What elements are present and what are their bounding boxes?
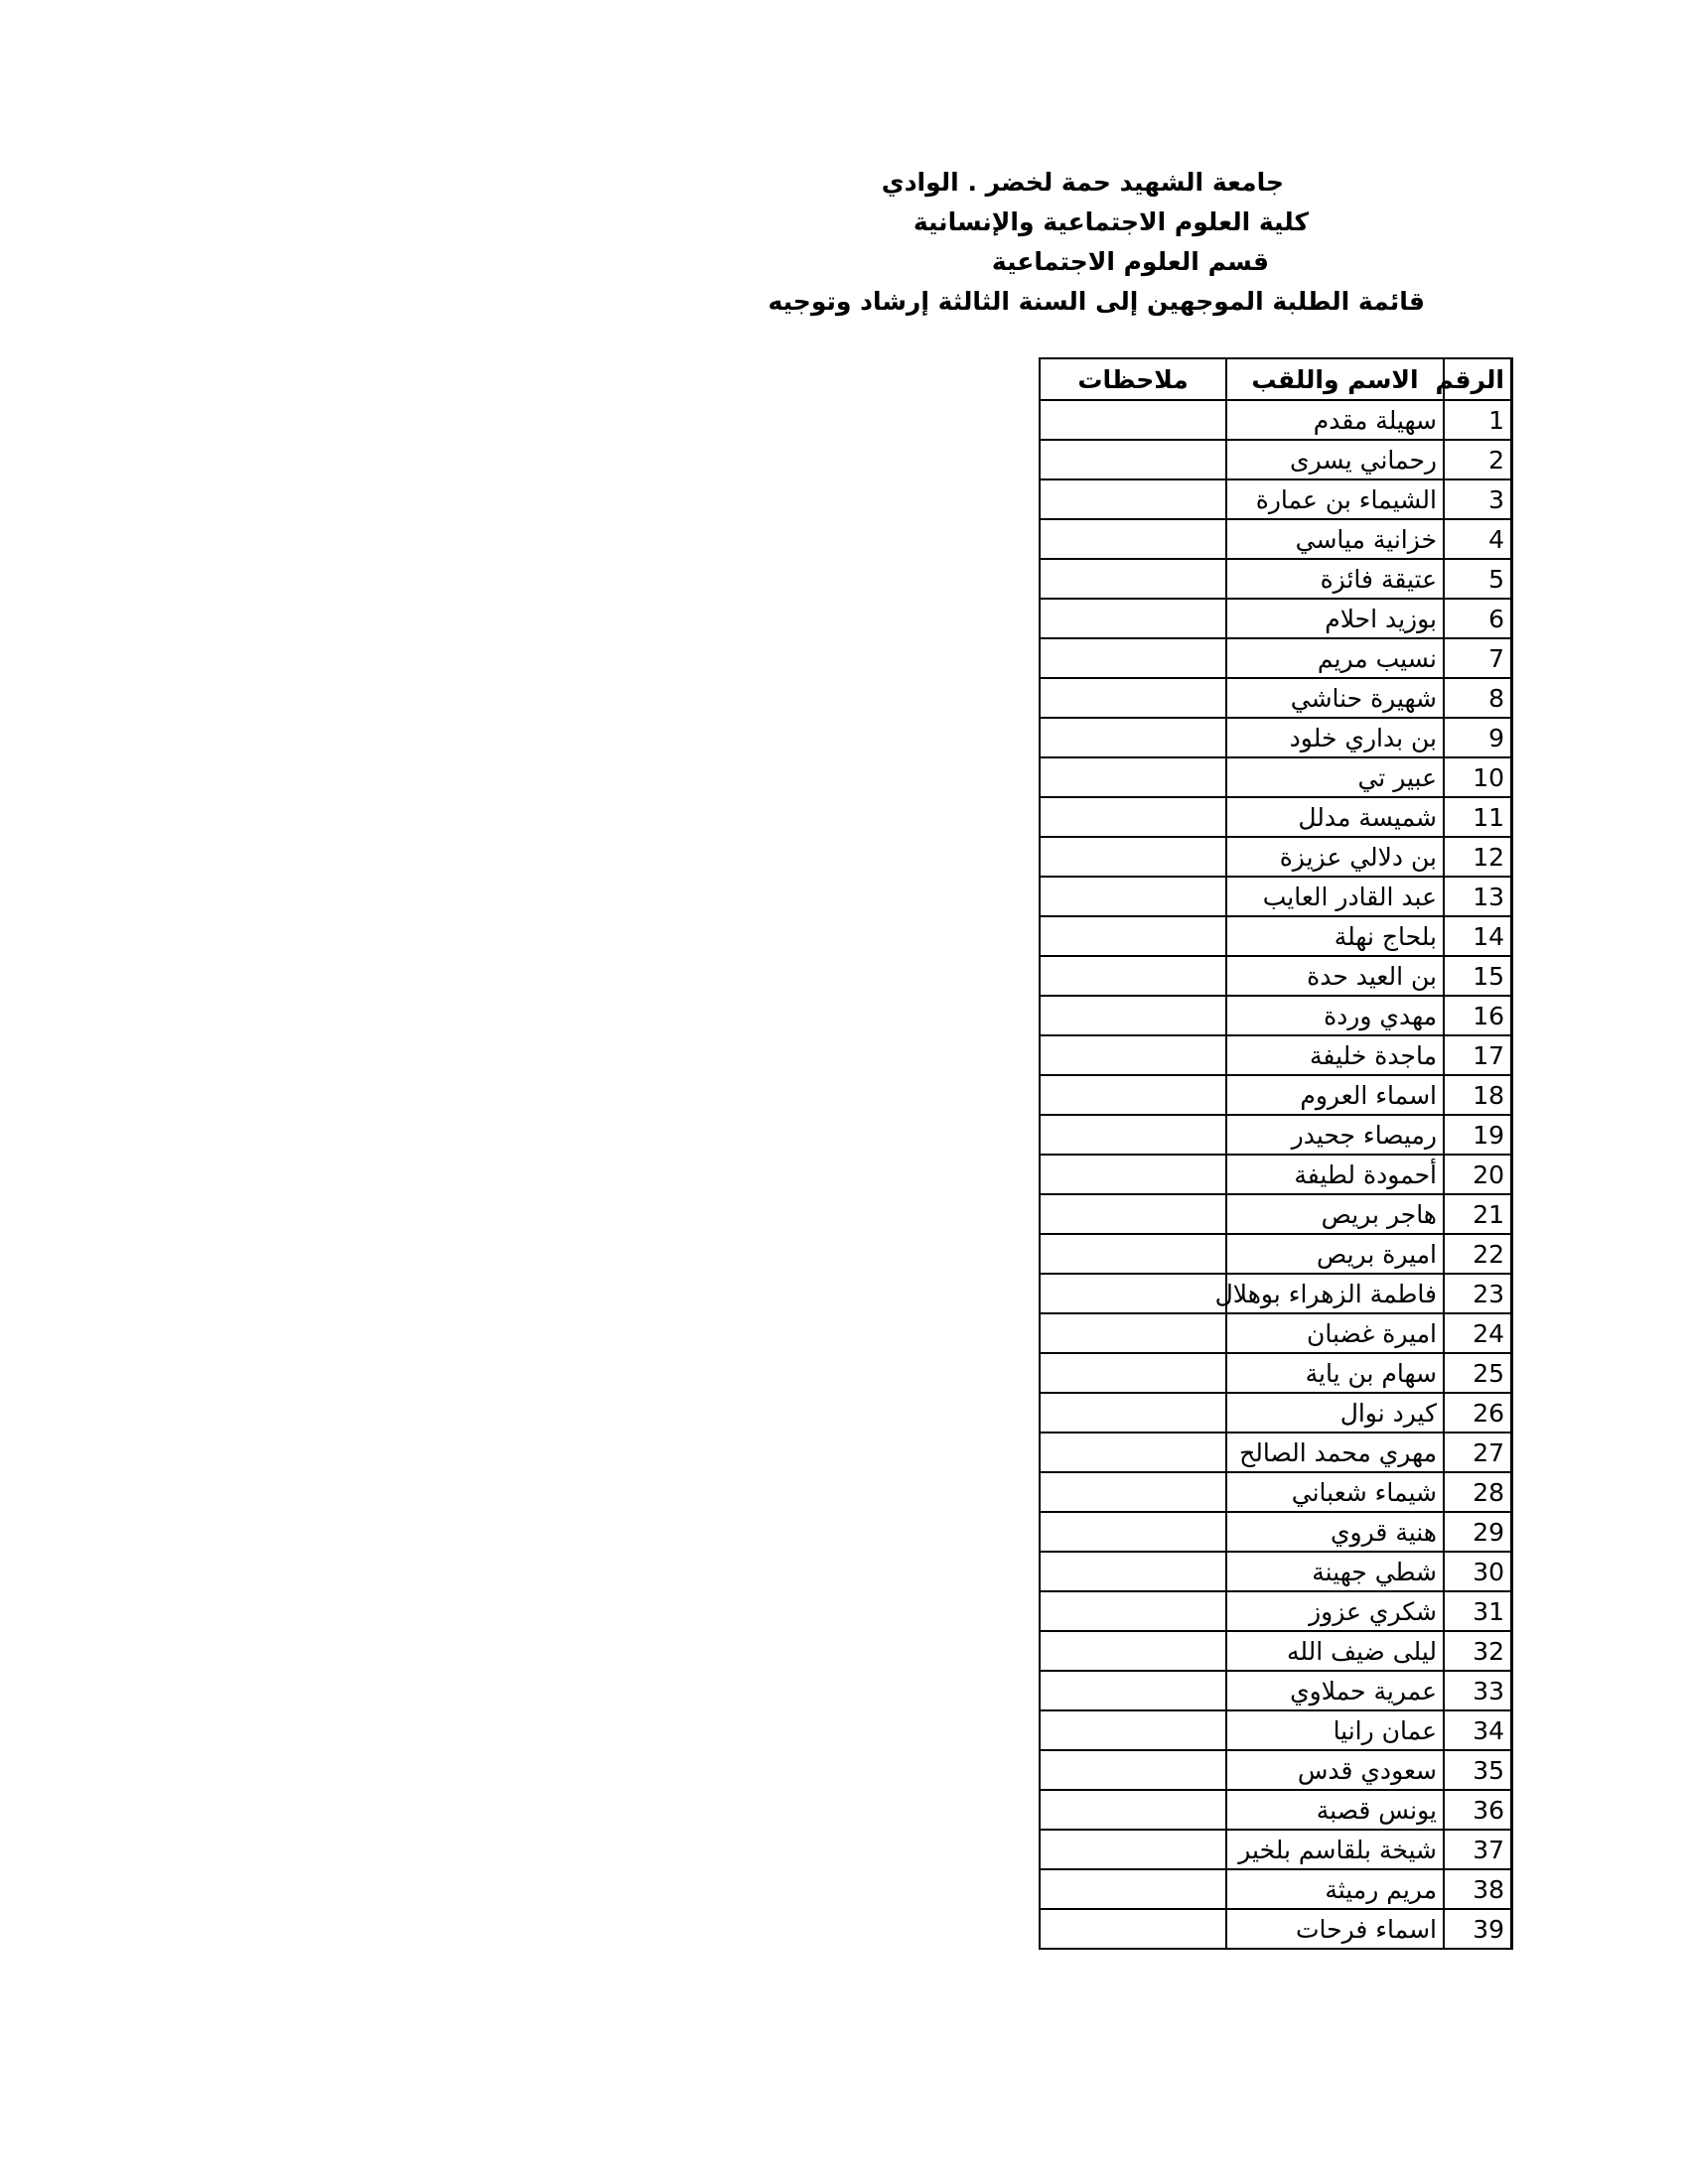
department-name: قسم العلوم الاجتماعية (991, 247, 1269, 276)
table-row (1040, 1552, 1511, 1591)
student-number: 21 (1444, 1194, 1511, 1234)
student-name: خزانية مياسي (1226, 519, 1444, 559)
student-notes (1040, 559, 1226, 599)
student-number: 6 (1444, 599, 1511, 638)
student-notes (1040, 1115, 1226, 1155)
student-name: شطي جهينة (1226, 1552, 1444, 1591)
student-notes (1040, 1155, 1226, 1194)
student-number: 32 (1444, 1631, 1511, 1671)
student-notes (1040, 1035, 1226, 1075)
student-notes (1040, 837, 1226, 877)
table-row (1040, 1472, 1511, 1512)
table-row (1040, 1393, 1511, 1433)
student-notes (1040, 1234, 1226, 1274)
students-table (1039, 357, 1512, 1950)
student-number: 1 (1444, 400, 1511, 440)
student-name: اسماء العروم (1226, 1075, 1444, 1115)
student-notes (1040, 1552, 1226, 1591)
student-name: رميصاء جحيدر (1226, 1115, 1444, 1155)
table-row (1040, 1194, 1511, 1234)
student-number: 37 (1444, 1830, 1511, 1869)
student-notes (1040, 797, 1226, 837)
student-name: كيرد نوال (1226, 1393, 1444, 1433)
table-row (1040, 519, 1511, 559)
student-notes (1040, 1075, 1226, 1115)
student-notes (1040, 400, 1226, 440)
table-row (1040, 1631, 1511, 1671)
student-notes (1040, 718, 1226, 757)
student-notes (1040, 1671, 1226, 1710)
student-number: 15 (1444, 956, 1511, 996)
student-number: 33 (1444, 1671, 1511, 1710)
student-notes (1040, 638, 1226, 678)
student-number: 19 (1444, 1115, 1511, 1155)
student-name: هنية قروي (1226, 1512, 1444, 1552)
student-name: عبد القادر العايب (1226, 877, 1444, 916)
student-notes (1040, 519, 1226, 559)
student-notes (1040, 1790, 1226, 1830)
student-name: فاطمة الزهراء بوهلال (1226, 1274, 1444, 1313)
student-name: بن العيد حدة (1226, 956, 1444, 996)
student-notes (1040, 599, 1226, 638)
list-title: قائمة الطلبة الموجهين إلى السنة الثالثة إرشاد وتوجيه (768, 287, 1425, 316)
student-name: عمرية حملاوي (1226, 1671, 1444, 1710)
student-notes (1040, 1194, 1226, 1234)
table-row (1040, 1671, 1511, 1710)
student-notes (1040, 1869, 1226, 1909)
student-number: 18 (1444, 1075, 1511, 1115)
student-notes (1040, 1274, 1226, 1313)
column-header-number: الرقم (1444, 358, 1511, 400)
student-number: 10 (1444, 757, 1511, 797)
student-number: 2 (1444, 440, 1511, 479)
table-row (1040, 559, 1511, 599)
student-number: 28 (1444, 1472, 1511, 1512)
table-row (1040, 1750, 1511, 1790)
table-row (1040, 1869, 1511, 1909)
student-name: اميرة غضبان (1226, 1313, 1444, 1353)
student-notes (1040, 1591, 1226, 1631)
table-body (1040, 400, 1511, 1949)
student-name: مريم رميثة (1226, 1869, 1444, 1909)
student-name: اميرة بريص (1226, 1234, 1444, 1274)
student-notes (1040, 1750, 1226, 1790)
student-name: بوزيد احلام (1226, 599, 1444, 638)
student-name: سعودي قدس (1226, 1750, 1444, 1790)
student-notes (1040, 757, 1226, 797)
table-row (1040, 837, 1511, 877)
student-number: 25 (1444, 1353, 1511, 1393)
table-row (1040, 1710, 1511, 1750)
student-number: 29 (1444, 1512, 1511, 1552)
table-row (1040, 1115, 1511, 1155)
student-name: بن بداري خلود (1226, 718, 1444, 757)
student-name: عمان رانيا (1226, 1710, 1444, 1750)
student-name: ليلى ضيف الله (1226, 1631, 1444, 1671)
student-number: 27 (1444, 1433, 1511, 1472)
column-header-notes: ملاحظات (1040, 358, 1226, 400)
student-number: 30 (1444, 1552, 1511, 1591)
student-number: 34 (1444, 1710, 1511, 1750)
table-row (1040, 1790, 1511, 1830)
student-name: عبير تي (1226, 757, 1444, 797)
student-name: نسيب مريم (1226, 638, 1444, 678)
table-row (1040, 1234, 1511, 1274)
student-notes (1040, 1710, 1226, 1750)
student-name: رحماني يسرى (1226, 440, 1444, 479)
table-row (1040, 996, 1511, 1035)
student-name: شكري عزوز (1226, 1591, 1444, 1631)
student-number: 24 (1444, 1313, 1511, 1353)
table-edge-shadow (1510, 357, 1513, 1950)
table-row (1040, 718, 1511, 757)
student-name: هاجر بريص (1226, 1194, 1444, 1234)
student-number: 38 (1444, 1869, 1511, 1909)
table-row (1040, 1075, 1511, 1115)
student-notes (1040, 1830, 1226, 1869)
student-notes (1040, 479, 1226, 519)
student-number: 9 (1444, 718, 1511, 757)
student-notes (1040, 1631, 1226, 1671)
student-number: 23 (1444, 1274, 1511, 1313)
student-number: 20 (1444, 1155, 1511, 1194)
student-name: شهيرة حناشي (1226, 678, 1444, 718)
student-name: عتيقة فائزة (1226, 559, 1444, 599)
student-number: 11 (1444, 797, 1511, 837)
student-name: شيخة بلقاسم بلخير (1226, 1830, 1444, 1869)
student-notes (1040, 877, 1226, 916)
student-number: 4 (1444, 519, 1511, 559)
table-header-row (1040, 358, 1511, 400)
student-notes (1040, 678, 1226, 718)
student-notes (1040, 1433, 1226, 1472)
table-row (1040, 678, 1511, 718)
student-name: مهري محمد الصالح (1226, 1433, 1444, 1472)
table-row (1040, 956, 1511, 996)
student-number: 35 (1444, 1750, 1511, 1790)
student-number: 31 (1444, 1591, 1511, 1631)
student-number: 12 (1444, 837, 1511, 877)
student-notes (1040, 996, 1226, 1035)
student-name: سهيلة مقدم (1226, 400, 1444, 440)
student-name: سهام بن ياية (1226, 1353, 1444, 1393)
document-header (768, 163, 1549, 322)
table-row (1040, 1035, 1511, 1075)
table-row (1040, 1512, 1511, 1552)
student-number: 26 (1444, 1393, 1511, 1433)
student-number: 7 (1444, 638, 1511, 678)
table-row (1040, 797, 1511, 837)
faculty-name: كلية العلوم الاجتماعية والإنسانية (913, 207, 1309, 236)
table-row (1040, 479, 1511, 519)
student-number: 22 (1444, 1234, 1511, 1274)
student-notes (1040, 1909, 1226, 1949)
table-row (1040, 638, 1511, 678)
table-row (1040, 1155, 1511, 1194)
student-number: 36 (1444, 1790, 1511, 1830)
student-number: 8 (1444, 678, 1511, 718)
table-row (1040, 440, 1511, 479)
table-row (1040, 599, 1511, 638)
student-notes (1040, 916, 1226, 956)
student-notes (1040, 1313, 1226, 1353)
student-name: الشيماء بن عمارة (1226, 479, 1444, 519)
table-row (1040, 877, 1511, 916)
table-row (1040, 400, 1511, 440)
table-row (1040, 1830, 1511, 1869)
student-notes (1040, 1512, 1226, 1552)
student-name: ماجدة خليفة (1226, 1035, 1444, 1075)
student-name: يونس قصبة (1226, 1790, 1444, 1830)
student-notes (1040, 1472, 1226, 1512)
student-number: 13 (1444, 877, 1511, 916)
table-row (1040, 757, 1511, 797)
student-notes (1040, 1353, 1226, 1393)
student-number: 14 (1444, 916, 1511, 956)
student-notes (1040, 956, 1226, 996)
table-row (1040, 1909, 1511, 1949)
student-name: شميسة مدلل (1226, 797, 1444, 837)
student-name: أحمودة لطيفة (1226, 1155, 1444, 1194)
student-name: بن دلالي عزيزة (1226, 837, 1444, 877)
student-number: 39 (1444, 1909, 1511, 1949)
student-number: 3 (1444, 479, 1511, 519)
student-notes (1040, 440, 1226, 479)
student-number: 16 (1444, 996, 1511, 1035)
table-row (1040, 916, 1511, 956)
student-number: 5 (1444, 559, 1511, 599)
table-row (1040, 1313, 1511, 1353)
student-name: بلحاج نهلة (1226, 916, 1444, 956)
student-name: اسماء فرحات (1226, 1909, 1444, 1949)
student-number: 17 (1444, 1035, 1511, 1075)
table-row (1040, 1274, 1511, 1313)
table-row (1040, 1433, 1511, 1472)
university-name: جامعة الشهيد حمة لخضر . الوادي (881, 168, 1284, 197)
student-name: شيماء شعباني (1226, 1472, 1444, 1512)
student-name: مهدي وردة (1226, 996, 1444, 1035)
table-row (1040, 1591, 1511, 1631)
table-row (1040, 1353, 1511, 1393)
column-header-name: الاسم واللقب (1226, 358, 1444, 400)
student-notes (1040, 1393, 1226, 1433)
